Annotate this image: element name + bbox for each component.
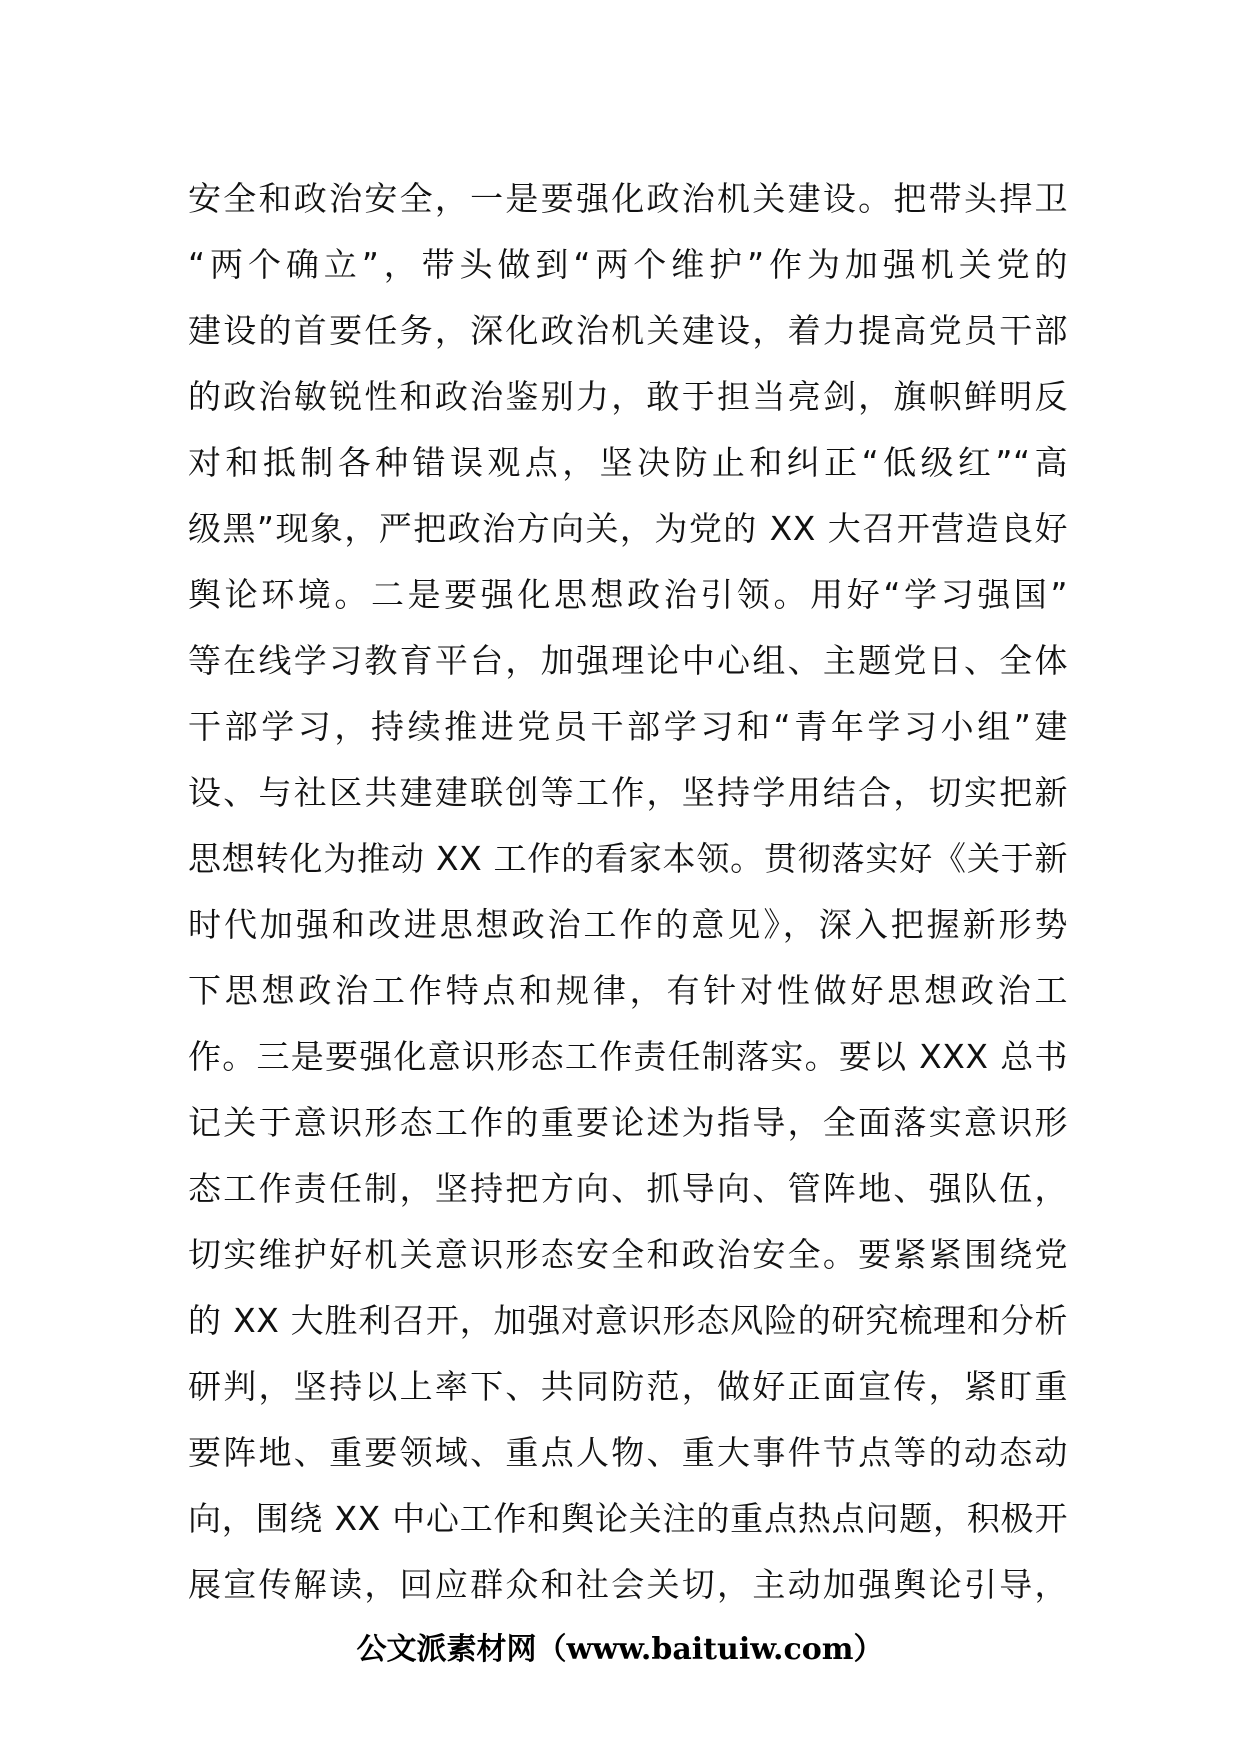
text-line: 的 XX 大胜利召开，加强对意识形态风险的研究梳理和分析 bbox=[188, 1301, 1068, 1340]
text-line: 作。三是要强化意识形态工作责任制落实。要以 XXX 总书 bbox=[188, 1037, 1068, 1076]
text-line: 干部学习，持续推进党员干部学习和“青年学习小组”建 bbox=[188, 707, 1068, 746]
text-line: 建设的首要任务，深化政治机关建设，着力提高党员干部 bbox=[188, 311, 1068, 350]
text-line: 要阵地、重要领域、重点人物、重大事件节点等的动态动 bbox=[188, 1433, 1068, 1472]
text-line: 记关于意识形态工作的重要论述为指导，全面落实意识形 bbox=[188, 1103, 1068, 1142]
text-line: 下思想政治工作特点和规律，有针对性做好思想政治工 bbox=[188, 971, 1068, 1010]
text-line: 对和抵制各种错误观点，坚决防止和纠正“低级红”“高 bbox=[188, 443, 1068, 482]
text-line: “两个确立”，带头做到“两个维护”作为加强机关党的 bbox=[188, 245, 1068, 284]
text-line: 思想转化为推动 XX 工作的看家本领。贯彻落实好《关于新 bbox=[188, 839, 1068, 878]
text-line: 级黑”现象，严把政治方向关，为党的 XX 大召开营造良好 bbox=[188, 509, 1068, 548]
text-line: 切实维护好机关意识形态安全和政治安全。要紧紧围绕党 bbox=[188, 1235, 1068, 1274]
text-line: 时代加强和改进思想政治工作的意见》，深入把握新形势 bbox=[188, 905, 1068, 944]
text-line: 等在线学习教育平台，加强理论中心组、主题党日、全体 bbox=[188, 641, 1068, 680]
text-line: 展宣传解读，回应群众和社会关切，主动加强舆论引导， bbox=[188, 1565, 1068, 1604]
text-line: 设、与社区共建建联创等工作，坚持学用结合，切实把新 bbox=[188, 773, 1068, 812]
footer-watermark: 公文派素材网（www.baituiw.com） bbox=[356, 1632, 884, 1667]
text-line: 向，围绕 XX 中心工作和舆论关注的重点热点问题，积极开 bbox=[188, 1499, 1068, 1538]
text-line: 舆论环境。二是要强化思想政治引领。用好“学习强国” bbox=[188, 575, 1068, 614]
text-line: 研判，坚持以上率下、共同防范，做好正面宣传，紧盯重 bbox=[188, 1367, 1068, 1406]
text-line: 态工作责任制，坚持把方向、抓导向、管阵地、强队伍， bbox=[188, 1169, 1068, 1208]
text-line: 的政治敏锐性和政治鉴别力，敢于担当亮剑，旗帜鲜明反 bbox=[188, 377, 1068, 416]
text-line: 安全和政治安全，一是要强化政治机关建设。把带头捍卫 bbox=[188, 179, 1068, 218]
body-paragraph bbox=[188, 166, 1068, 1618]
